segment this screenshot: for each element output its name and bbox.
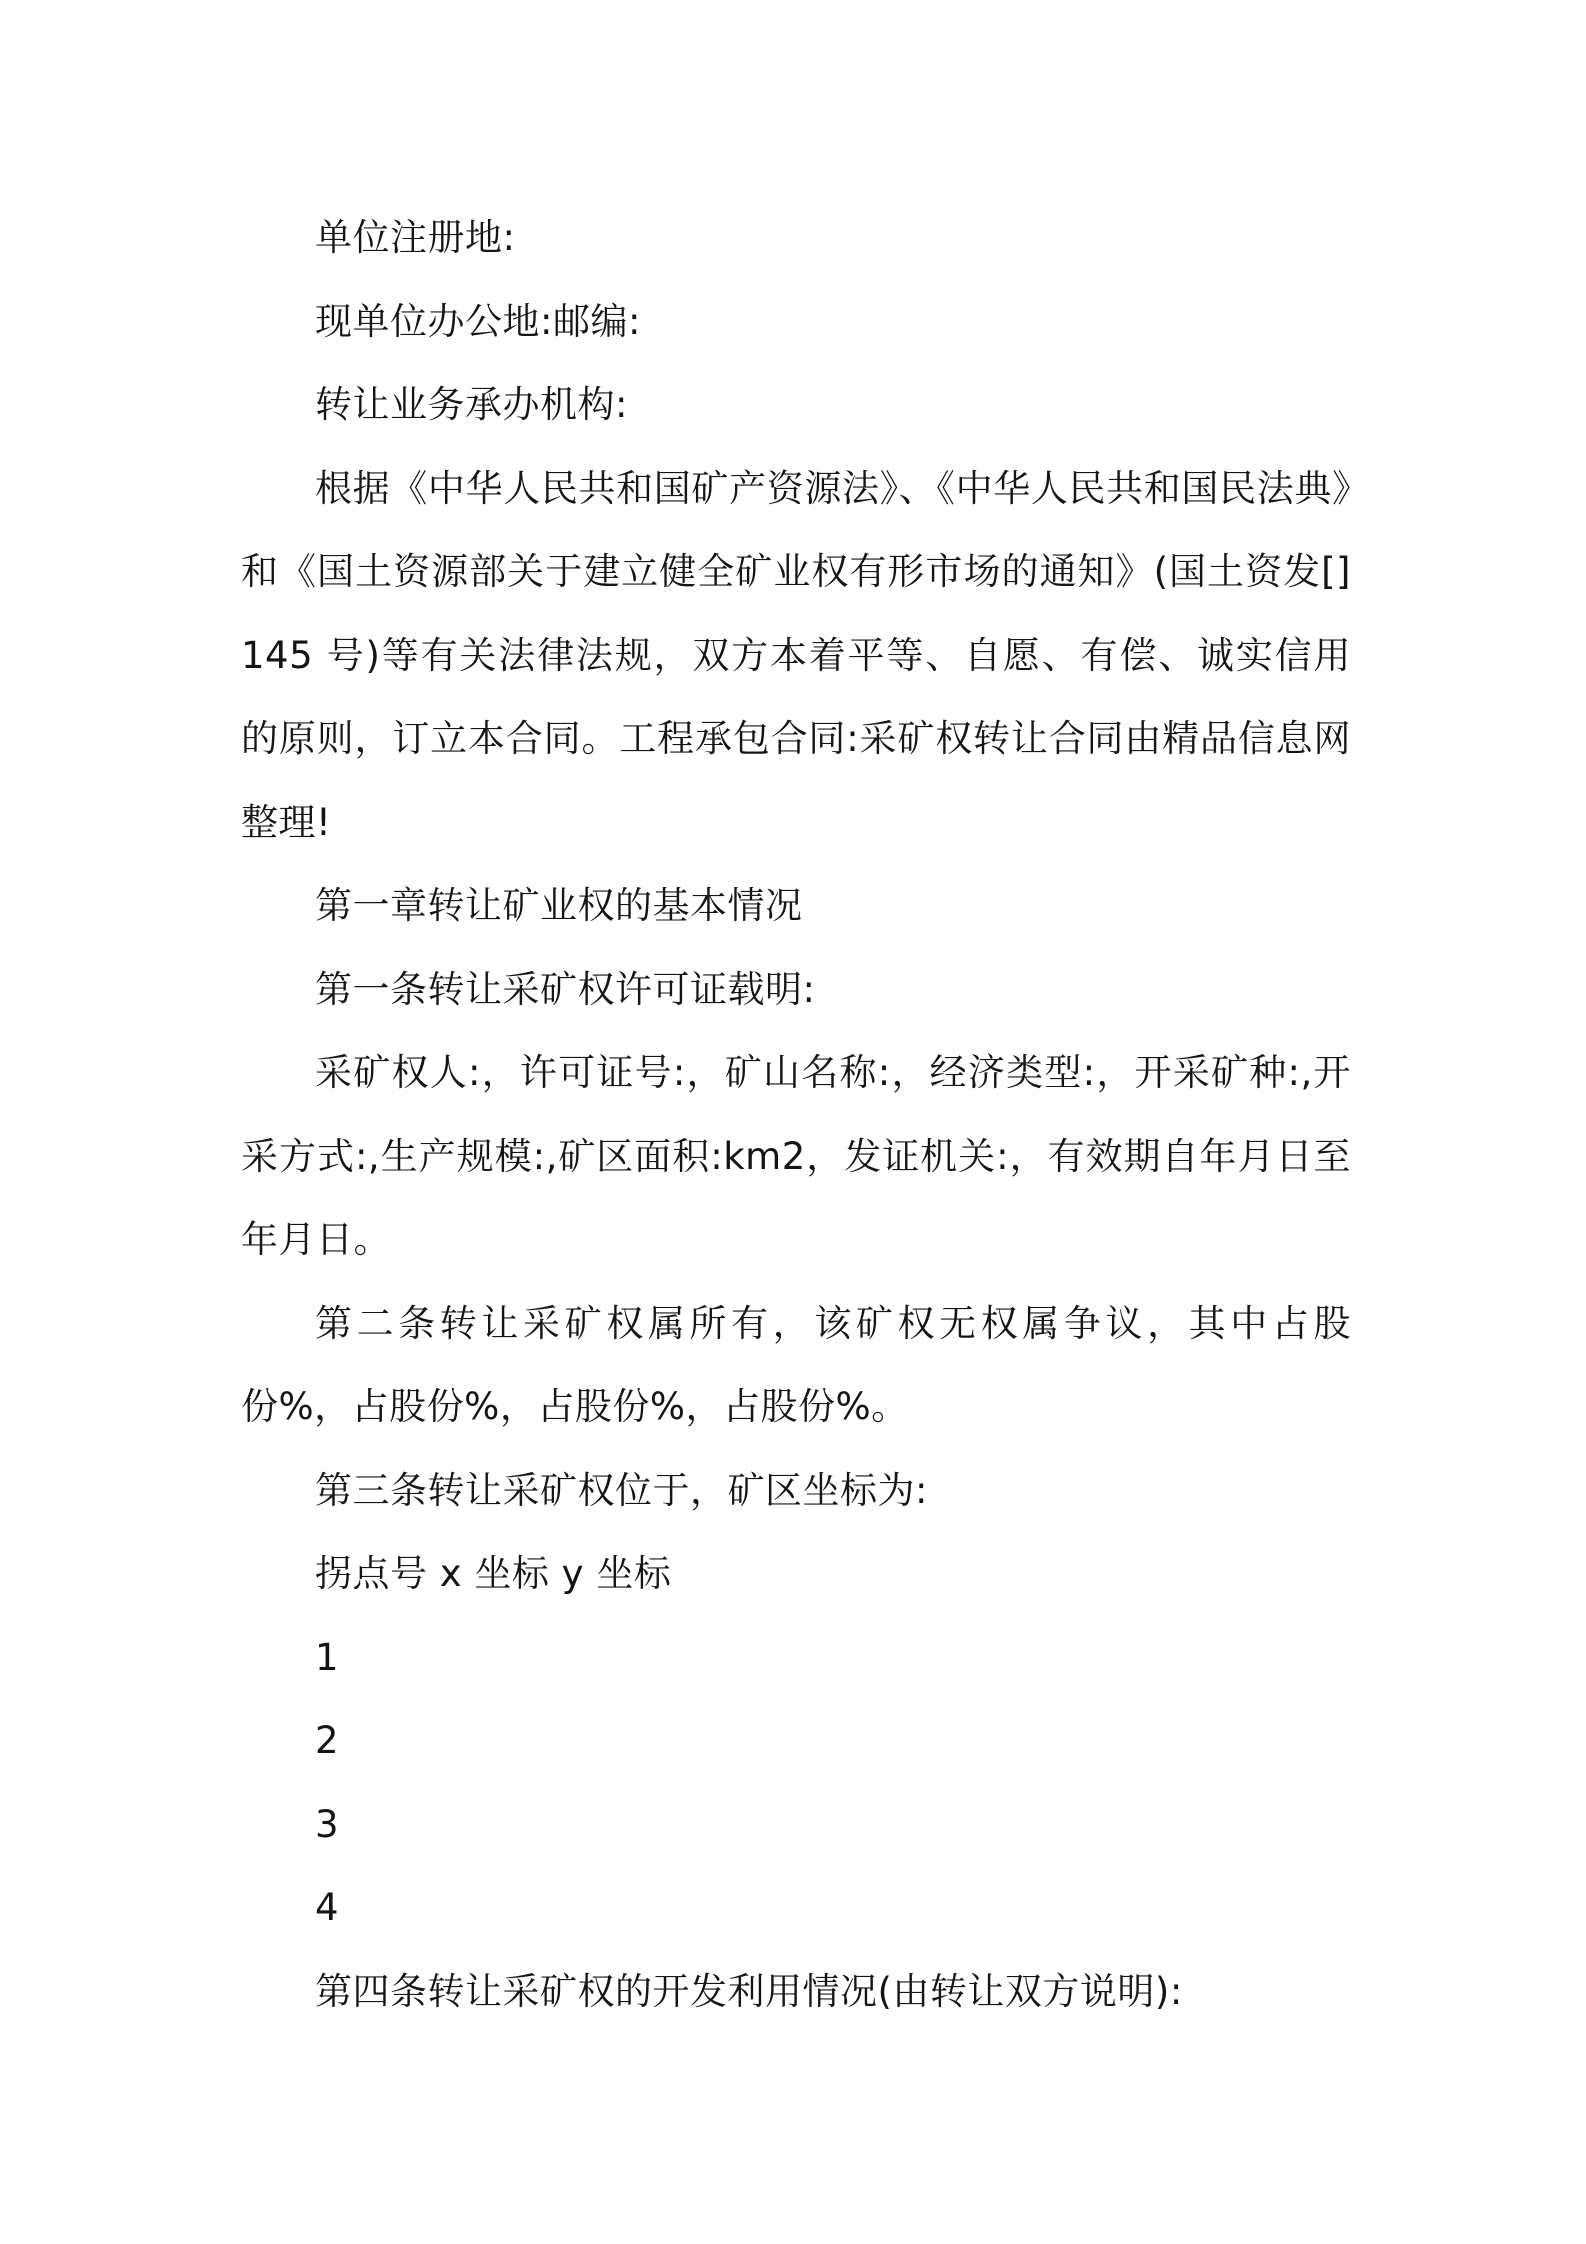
coordinate-row-4: 4 xyxy=(315,1886,340,1929)
coordinate-header: 拐点号 x 坐标 y 坐标 xyxy=(315,1552,672,1595)
paragraph-transfer-agency: 转让业务承办机构: xyxy=(315,383,628,426)
paragraph-registered-address: 单位注册地: xyxy=(315,216,516,259)
coordinate-row-3: 3 xyxy=(315,1802,340,1846)
document-body xyxy=(241,196,1351,2033)
article-1-heading: 第一条转让采矿权许可证载明: xyxy=(315,967,816,1011)
coordinate-row-1: 1 xyxy=(315,1635,340,1679)
paragraph-office-address: 现单位办公地:邮编: xyxy=(315,299,641,343)
article-3: 第三条转让采矿权位于，矿区坐标为: xyxy=(315,1468,928,1512)
coordinate-row-2: 2 xyxy=(315,1719,340,1762)
article-2: 第二条转让采矿权属所有，该矿权无权属争议，其中占股份%，占股份%，占股份%，占股份%。 xyxy=(241,1301,1351,1428)
article-4: 第四条转让采矿权的开发利用情况(由转让双方说明): xyxy=(315,1969,1183,2013)
paragraph-legal-basis: 根据《中华人民共和国矿产资源法》、《中华人民共和国民法典》和《国土资源部关于建立健全矿业权有形市场的通知》(国土资发[]145 号)等有关法律法规，双方本着平等、自愿、有偿、诚实信用的原则，订立本合同。工程承包合同:采矿权转让合同由精品信息网整理! xyxy=(241,466,1351,844)
article-1-details: 采矿权人:，许可证号:，矿山名称:，经济类型:，开采矿种:,开采方式:,生产规模:,矿区面积:km2，发证机关:，有效期自年月日至年月日。 xyxy=(241,1051,1351,1261)
chapter-heading: 第一章转让矿业权的基本情况 xyxy=(315,884,803,927)
